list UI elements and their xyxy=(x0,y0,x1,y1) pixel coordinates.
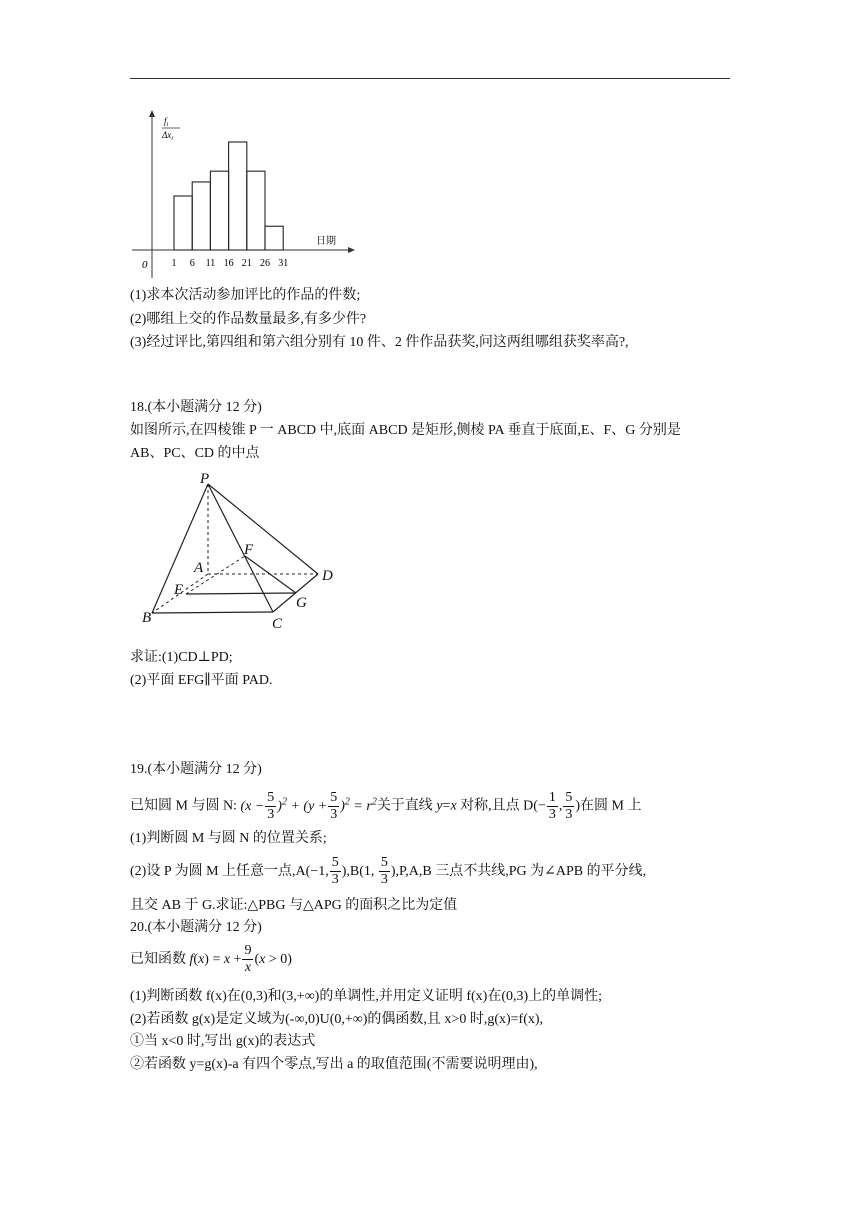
y-axis-arrow-icon xyxy=(149,110,155,117)
q19-title: 19.(本小题满分 12 分) xyxy=(130,762,262,777)
label-B: B xyxy=(142,610,152,626)
q20-part1: (1)判断函数 f(x)在(0,3)和(3,+∞)的单调性,并用定义证明 f(x)在(0,3)上的单调性; xyxy=(130,989,603,1004)
q19-stem: 已知圆 M 与圆 N: (x − $\frac{5}{3}$ )$^2$ + (y + $\frac{5}{3}$ )$^2 = r^2$关于直线 y=x 对称,且点 D(− $\frac{1}{3}$ , $\frac{5}{3}$ )在圆 M 上 xyxy=(130,789,642,822)
histogram-figure xyxy=(130,108,360,283)
histogram-ticks xyxy=(172,258,289,269)
label-D: D xyxy=(322,568,333,584)
x-tick-label: 26 xyxy=(260,258,270,269)
header-rule xyxy=(130,78,730,79)
q19-part2: (2)设 P 为圆 M 上任意一点,A(−1, $\frac{5}{3}$ ),B(1, $\frac{5}{3}$ ),P,A,B 三点不共线,PG 为∠APB 的平分线, xyxy=(130,855,647,888)
y-label-top: $f_i$ xyxy=(164,116,169,128)
label-F: F xyxy=(244,542,254,558)
q18-stem-line2: AB、PC、CD 的中点 xyxy=(130,446,260,461)
x-tick-label: 31 xyxy=(278,258,289,269)
x-tick-label: 21 xyxy=(241,258,252,269)
histogram-bar xyxy=(210,171,228,250)
circle-n-equation: (x − $\frac{5}{3}$ )$^2$ + (y + $\frac{5}{3}$ )$^2 = r^2$ xyxy=(240,789,377,822)
q20-part2-i: ①当 x<0 时,写出 g(x)的表达式 xyxy=(130,1034,316,1049)
q17-part2: (2)哪组上交的作品数量最多,有多少件? xyxy=(130,312,367,327)
q20-part2-ii: ②若函数 y=g(x)-a 有四个零点,写出 a 的取值范围(不需要说明理由), xyxy=(130,1057,538,1072)
label-G: G xyxy=(296,595,307,611)
q18-stem-line1: 如图所示,在四棱锥 P 一 ABCD 中,底面 ABCD 是矩形,侧棱 PA 垂直于底面,E、F、G 分别是 xyxy=(130,423,681,438)
x-tick-label: 11 xyxy=(205,258,216,269)
q20-part2: (2)若函数 g(x)是定义域为(-∞,0)U(0,+∞)的偶函数,且 x>0 时,g(x)=f(x), xyxy=(130,1012,544,1027)
histogram-bar xyxy=(229,142,247,250)
segment-EG xyxy=(186,593,296,594)
edge-PD xyxy=(208,484,318,574)
x-axis-arrow-icon xyxy=(348,247,355,253)
edge-BC xyxy=(152,612,273,613)
histogram-bars xyxy=(174,142,283,250)
origin-label: 0 xyxy=(142,259,148,271)
q20-stem: 已知函数 f(x) = x + $\frac{9}{x}$ (x > 0) xyxy=(130,943,292,976)
histogram-bar xyxy=(192,182,210,250)
y-label-bottom: $\Delta x_i$ xyxy=(162,130,173,142)
x-tick-label: 1 xyxy=(171,258,177,269)
label-E: E xyxy=(174,582,184,598)
function-definition: f xyxy=(189,952,194,967)
q20-title: 20.(本小题满分 12 分) xyxy=(130,920,262,935)
label-P: P xyxy=(200,471,210,487)
q18-part2: (2)平面 EFG∥平面 PAD. xyxy=(130,673,273,688)
x-tick-label: 16 xyxy=(223,258,234,269)
q19-part2-cont: 且交 AB 于 G.求证:△PBG 与△APG 的面积之比为定值 xyxy=(130,898,458,913)
histogram-bar xyxy=(247,171,265,250)
x-axis-label: 日期 xyxy=(316,236,336,247)
histogram-bar xyxy=(174,196,192,250)
label-C: C xyxy=(272,616,283,632)
x-tick-label: 6 xyxy=(189,258,195,269)
pyramid-figure xyxy=(130,470,360,635)
q18-part1: 求证:(1)CD⊥PD; xyxy=(130,650,233,665)
histogram-bar xyxy=(265,226,283,250)
q17-part1: (1)求本次活动参加评比的作品的件数; xyxy=(130,288,361,303)
label-A: A xyxy=(194,560,204,576)
q17-part3: (3)经过评比,第四组和第六组分别有 10 件、2 件作品获奖,问这两组哪组获奖率高?, xyxy=(130,335,629,350)
q18-title: 18.(本小题满分 12 分) xyxy=(130,400,262,415)
q19-part1: (1)判断圆 M 与圆 N 的位置关系; xyxy=(130,831,327,846)
